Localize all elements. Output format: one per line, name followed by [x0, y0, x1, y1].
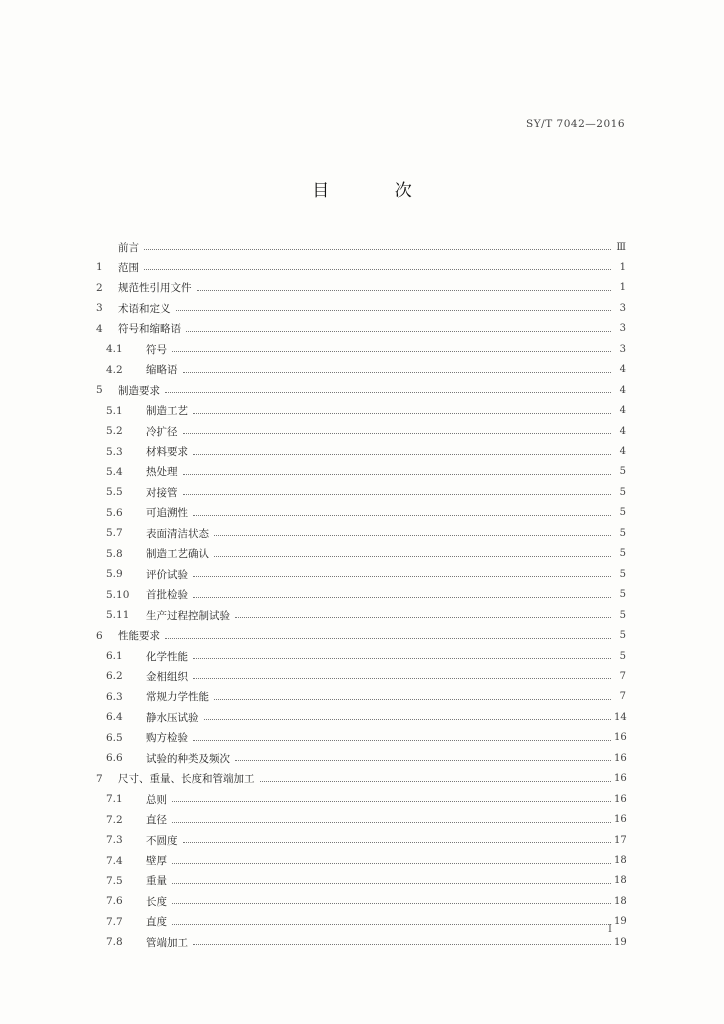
toc-entry-page: 16 [614, 773, 627, 785]
toc-leader-dots [193, 677, 611, 679]
toc-entry-page: 3 [619, 323, 626, 335]
toc-entry[interactable] [88, 545, 626, 563]
toc-entry[interactable] [88, 852, 626, 870]
toc-entry[interactable] [88, 749, 626, 767]
toc-entry-number: 6.1 [106, 650, 123, 662]
toc-entry-page: 16 [614, 793, 627, 805]
toc-entry-title: 范围 [118, 261, 139, 274]
toc-entry-number: 5.4 [106, 465, 123, 478]
toc-entry[interactable] [88, 320, 626, 338]
toc-entry-number: 5 [96, 384, 103, 397]
toc-entry-number: 6.6 [106, 752, 123, 765]
page-title: 目 次 [312, 181, 442, 201]
toc-entry-page: 14 [614, 711, 627, 723]
toc-leader-dots [172, 821, 611, 823]
toc-entry-number: 2 [96, 281, 103, 294]
toc-entry-title: 制造工艺 [146, 405, 188, 418]
toc-entry-title: 直径 [146, 814, 167, 827]
toc-leader-dots [214, 698, 611, 700]
toc-leader-dots [172, 923, 611, 925]
toc-entry[interactable] [88, 627, 626, 645]
toc-entry-title: 尺寸、重量、长度和管端加工 [118, 773, 255, 786]
toc-entry-title: 对接管 [146, 486, 178, 499]
toc-entry-page: 16 [614, 732, 627, 744]
toc-entry-title: 材料要求 [146, 446, 188, 458]
toc-entry-title: 总则 [146, 793, 167, 806]
toc-leader-dots [193, 657, 611, 659]
toc-entry-number: 5.7 [106, 527, 123, 540]
toc-entry[interactable] [88, 463, 626, 481]
toc-leader-dots [183, 432, 612, 434]
toc-entry-title: 试验的种类及频次 [146, 752, 230, 765]
toc-leader-dots [193, 739, 611, 741]
toc-entry[interactable] [88, 667, 626, 685]
toc-entry[interactable] [88, 238, 626, 256]
toc-entry[interactable] [88, 422, 626, 440]
toc-entry-title: 性能要求 [118, 630, 160, 643]
toc-entry-title: 冷扩径 [146, 425, 178, 438]
toc-entry[interactable] [88, 790, 626, 808]
toc-entry-page: 19 [614, 916, 627, 928]
toc-entry-title: 直度 [146, 916, 167, 929]
toc-entry-number: 7.5 [106, 874, 123, 887]
toc-leader-dots [214, 555, 611, 557]
toc-entry-number: 5.5 [106, 486, 123, 499]
toc-entry[interactable] [88, 258, 626, 276]
toc-leader-dots [197, 289, 612, 291]
toc-entry-number: 6.4 [106, 711, 123, 724]
toc-entry-number: 7.1 [106, 793, 123, 806]
footer-page-number: Ⅰ [608, 924, 612, 935]
toc-entry-title: 制造工艺确认 [146, 548, 209, 561]
toc-entry-page: 17 [614, 834, 627, 846]
toc-entry[interactable] [88, 708, 626, 726]
toc-entry-page: 5 [619, 609, 626, 621]
toc-entry-number: 5.8 [106, 547, 123, 560]
toc-entry-title: 术语和定义 [118, 302, 171, 315]
toc-leader-dots [172, 902, 611, 904]
toc-entry-number: 6 [96, 629, 103, 642]
toc-entry-number: 6.2 [106, 670, 123, 683]
toc-entry-number: 5.10 [106, 588, 130, 601]
toc-entry[interactable] [88, 299, 626, 317]
toc-entry-title: 管端加工 [146, 936, 188, 949]
toc-entry[interactable] [88, 565, 626, 583]
toc-entry-number: 6.3 [106, 690, 123, 703]
toc-entry-page: 4 [619, 405, 626, 417]
toc-entry-page: 5 [619, 486, 626, 498]
toc-entry-number: 4.1 [106, 343, 123, 356]
toc-leader-dots [235, 616, 611, 618]
toc-entry[interactable] [88, 647, 626, 665]
toc-leader-dots [183, 841, 612, 843]
toc-entry-title: 符号和缩略语 [118, 323, 181, 336]
toc-entry-page: 5 [619, 507, 626, 519]
toc-leader-dots [186, 330, 611, 332]
toc-entry[interactable] [88, 524, 626, 542]
toc-leader-dots [176, 309, 612, 311]
toc-entry-title: 壁厚 [146, 855, 167, 867]
toc-leader-dots [260, 780, 612, 782]
toc-entry-number: 5.9 [106, 568, 123, 581]
toc-entry-number: 7.3 [106, 834, 123, 847]
toc-entry-page: 5 [619, 466, 626, 478]
toc-entry-page: 1 [619, 282, 626, 294]
toc-entry-page: 7 [619, 691, 626, 703]
toc-leader-dots [172, 350, 611, 352]
toc-entry[interactable] [88, 892, 626, 910]
toc-entry-number: 3 [96, 302, 103, 315]
toc-leader-dots [183, 473, 612, 475]
toc-entry-page: 3 [619, 343, 626, 355]
toc-leader-dots [193, 453, 611, 455]
toc-leader-dots [214, 534, 611, 536]
toc-entry-number: 6.5 [106, 731, 123, 744]
toc-leader-dots [193, 943, 611, 945]
toc-entry-number: 4.2 [106, 363, 123, 376]
toc-entry[interactable] [88, 933, 626, 951]
toc-entry-page: 19 [614, 936, 627, 948]
toc-leader-dots [193, 412, 611, 414]
toc-entry[interactable] [88, 729, 626, 747]
toc-entry[interactable] [88, 361, 626, 379]
toc-entry-page: 5 [619, 589, 626, 601]
toc-entry[interactable] [88, 688, 626, 706]
toc-leader-dots [193, 514, 611, 516]
toc-leader-dots [165, 637, 611, 639]
toc-leader-dots [144, 248, 611, 250]
toc-entry-number: 5.1 [106, 404, 123, 417]
toc-entry-page: 4 [619, 384, 626, 396]
toc-entry-page: 5 [619, 650, 626, 662]
toc-entry-number: 5.6 [106, 506, 123, 519]
toc-entry-number: 5.3 [106, 445, 123, 458]
toc-entry[interactable] [88, 402, 626, 420]
toc-entry-title: 生产过程控制试验 [146, 609, 230, 622]
toc-entry-number: 1 [96, 261, 103, 274]
toc-entry[interactable] [88, 586, 626, 604]
toc-entry[interactable] [88, 483, 626, 501]
toc-leader-dots [172, 882, 611, 884]
toc-entry-page: 16 [614, 814, 627, 826]
toc-entry-title: 金相组织 [146, 670, 188, 683]
toc-entry-title: 可追溯性 [146, 507, 188, 520]
toc-entry-title: 前言 [118, 241, 139, 254]
toc-entry[interactable] [88, 831, 626, 849]
toc-leader-dots [204, 718, 612, 720]
toc-entry[interactable] [88, 340, 626, 358]
toc-entry-page: 1 [619, 261, 626, 273]
toc-entry-title: 不圆度 [146, 834, 178, 847]
toc-entry[interactable] [88, 606, 626, 624]
toc-leader-dots [193, 575, 611, 577]
toc-entry-number: 5.11 [106, 609, 130, 622]
toc-entry-page: 4 [619, 364, 626, 376]
toc-entry-title: 热处理 [146, 466, 178, 479]
toc-entry-title: 长度 [146, 895, 167, 908]
toc-entry-title: 评价试验 [146, 568, 188, 581]
toc-entry-number: 7.7 [106, 915, 123, 928]
toc-entry-page: 18 [614, 875, 627, 887]
toc-entry-title: 静水压试验 [146, 711, 199, 724]
toc-leader-dots [172, 862, 611, 864]
toc-leader-dots [235, 759, 611, 761]
toc-entry-number: 5.2 [106, 425, 123, 438]
toc-entry-number: 7.4 [106, 854, 123, 867]
standard-code: SY/T 7042—2016 [526, 118, 625, 130]
toc-entry-number: 7.2 [106, 813, 123, 826]
toc-entry-page: 4 [619, 446, 626, 457]
toc-entry-page: 18 [614, 895, 627, 907]
toc-entry[interactable] [88, 770, 626, 788]
toc-entry-page: 5 [619, 548, 626, 560]
toc-leader-dots [183, 371, 612, 373]
toc-entry[interactable] [88, 381, 626, 399]
toc-leader-dots [193, 596, 611, 598]
toc-entry-page: 4 [619, 425, 626, 437]
toc-entry-number: 7.6 [106, 895, 123, 908]
toc-leader-dots [165, 391, 611, 393]
toc-entry-title: 常规力学性能 [146, 691, 209, 704]
toc-entry-page: Ⅲ [616, 241, 626, 253]
toc-leader-dots [144, 268, 611, 270]
toc-entry-title: 表面清洁状态 [146, 527, 209, 540]
toc-entry-page: 5 [619, 630, 626, 642]
toc-entry-page: 5 [619, 527, 626, 539]
toc-entry[interactable] [88, 913, 626, 931]
toc-leader-dots [172, 800, 611, 802]
toc-entry-page: 18 [614, 855, 627, 866]
toc-entry-page: 7 [619, 670, 626, 682]
toc-entry[interactable] [88, 279, 626, 297]
toc-entry[interactable] [88, 872, 626, 890]
toc-entry-page: 3 [619, 302, 626, 314]
toc-entry-number: 4 [96, 322, 103, 335]
toc-entry-number: 7 [96, 772, 103, 785]
toc-entry[interactable] [88, 811, 626, 829]
toc-entry[interactable] [88, 504, 626, 522]
toc-entry[interactable] [88, 443, 626, 461]
toc-entry-title: 购方检验 [146, 732, 188, 745]
toc-entry-title: 规范性引用文件 [118, 282, 192, 295]
toc-entry-page: 16 [614, 752, 627, 764]
toc-entry-page: 5 [619, 568, 626, 580]
toc-entry-title: 符号 [146, 343, 167, 356]
toc-leader-dots [183, 493, 612, 495]
toc-entry-title: 首批检验 [146, 589, 188, 602]
toc-entry-title: 制造要求 [118, 384, 160, 397]
toc-entry-title: 化学性能 [146, 650, 188, 663]
toc-entry-title: 缩略语 [146, 364, 178, 377]
toc-entry-number: 7.8 [106, 936, 123, 949]
toc-entry-title: 重量 [146, 875, 167, 888]
